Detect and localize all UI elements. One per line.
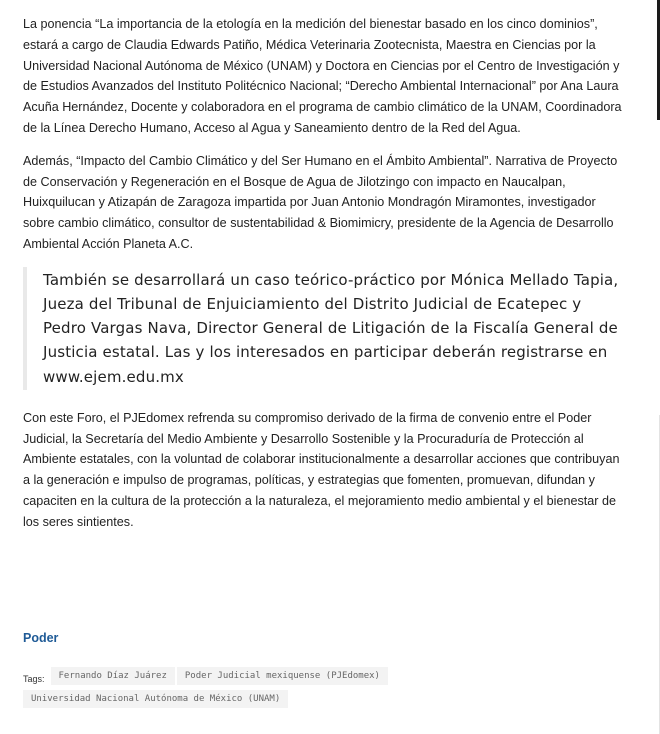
article-body — [23, 14, 623, 545]
blockquote-text: También se desarrollará un caso teórico-práctico por Mónica Mellado Tapia, Jueza del Tribunal de Enjuiciamiento del Distrito Judicial de Ecatepec y Pedro Vargas Nava, Director General de Litigación de la Fiscalía General de Justicia estatal. Las y los interesados en participar deberán registrarse en www.ejem.edu.mx — [43, 270, 619, 386]
tag-link[interactable]: Fernando Díaz Juárez — [51, 667, 175, 685]
tags-section — [23, 667, 623, 713]
article-paragraph: La ponencia “La importancia de la etología en la medición del bienestar basado en los cinco dominios”, estará a cargo de Claudia Edwards Patiño, Médica Veterinaria Zootecnista, Maestra en Ciencias por la Universidad Nacional Autónoma de México (UNAM) y Doctora en Ciencias por el Centro de Investigación y de Estudios Avanzados del Instituto Politécnico Nacional; “Derecho Ambiental Internacional” por Ana Laura Acuña Hernández, Docente y colaboradora en el programa de cambio climático de la UNAM, Coordinadora de la Línea Derecho Humano, Acceso al Agua y Saneamiento dentro de la Red del Agua. — [23, 17, 622, 135]
tags-label: Tags: — [23, 673, 45, 684]
category-link[interactable]: Poder — [23, 631, 59, 645]
tag-link[interactable]: Universidad Nacional Autónoma de México (UNAM) — [23, 690, 288, 708]
article-paragraph: Además, “Impacto del Cambio Climático y del Ser Humano en el Ámbito Ambiental”. Narrativa de Proyecto de Conservación y Regeneración en el Bosque de Agua de Jilotzingo con impacto en Naucalpan, Huixquilucan y Atizapán de Zaragoza impartida por Juan Antonio Mondragón Miramontes, investigador sobre cambio climático, consultor de sustentabilidad & Biomimicry, presidente de la Agencia de Desarrollo Ambiental Acción Planeta A.C. — [23, 153, 618, 251]
article-paragraph-closing: Con este Foro, el PJEdomex refrenda su compromiso derivado de la firma de convenio entre el Poder Judicial, la Secretaría del Medio Ambiente y Desarrollo Sostenible y la Procuraduría de Protección al Ambiente estatales, con la voluntad de colaborar institucionalmente a desarrollar acciones que contribuyan a la generación e impulso de programas, políticas, y estrategias que fomenten, promuevan, difundan y capaciten en la cultura de la protección a la naturaleza, el mejoramiento medio ambiental y el bienestar de los seres sintientes. — [23, 410, 620, 529]
tag-link[interactable]: Poder Judicial mexiquense (PJEdomex) — [177, 667, 388, 685]
article-blockquote — [23, 267, 623, 390]
